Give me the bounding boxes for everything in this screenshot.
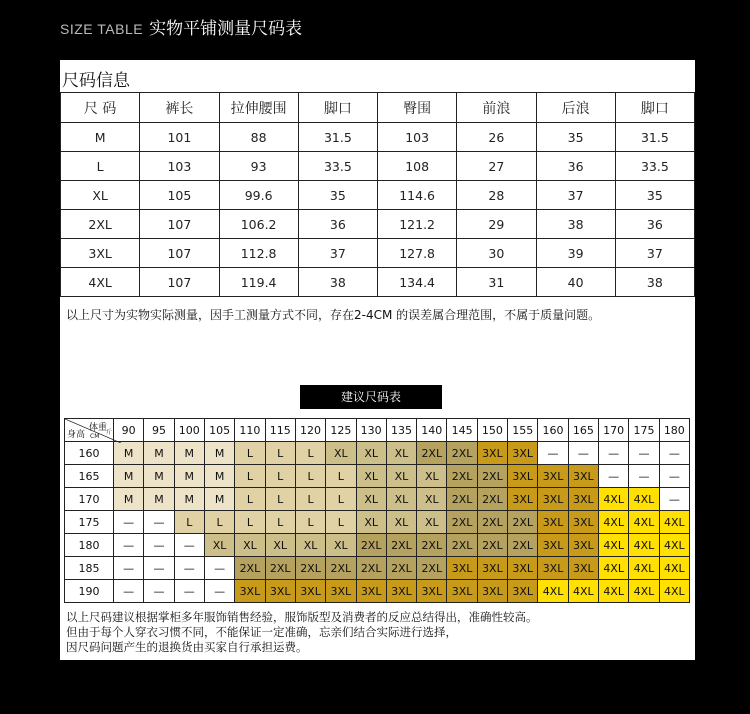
recommend-size-cell: 4XL [629,557,659,580]
recommend-size-cell: L [326,511,356,534]
recommend-size-cell: 2XL [477,488,507,511]
recommend-size-cell: 3XL [508,442,538,465]
size-table-cell: 40 [536,268,615,297]
recommend-size-cell: 3XL [386,580,416,603]
recommend-size-cell: XL [356,442,386,465]
recommend-size-cell: M [204,442,234,465]
corner-weight-label: 体重 [88,423,107,433]
size-table-row [61,239,695,268]
weight-header-cell: 95 [144,419,174,442]
corner-height-label: 身高 [67,430,86,440]
recommend-size-cell: 2XL [417,557,447,580]
size-table-cell: 31.5 [298,123,377,152]
recommend-note-line: 因尺码问题产生的退换货由买家自行承担运费。 [66,640,308,654]
weight-header-cell: 170 [599,419,629,442]
weight-header-cell: 90 [114,419,144,442]
recommend-size-cell: L [265,442,295,465]
recommend-size-cell: 3XL [477,580,507,603]
recommend-size-cell: — [204,580,234,603]
recommend-row [65,534,690,557]
page-header [60,14,302,44]
size-table-cell: 35 [536,123,615,152]
recommend-size-cell: — [659,465,689,488]
recommend-size-cell: 2XL [477,534,507,557]
size-table-cell: 119.4 [219,268,298,297]
recommend-size-cell: — [144,557,174,580]
recommend-size-cell: 4XL [538,580,568,603]
recommend-size-cell: 3XL [295,580,325,603]
size-table-cell: 35 [298,181,377,210]
recommend-size-cell: 4XL [629,511,659,534]
recommend-size-cell: M [144,488,174,511]
recommend-size-cell: L [265,511,295,534]
recommend-size-cell: — [659,442,689,465]
height-cell: 160 [65,442,114,465]
recommend-size-cell: M [174,465,204,488]
recommend-size-cell: — [144,580,174,603]
size-table-header-cell: 脚口 [298,93,377,123]
recommend-size-cell: 4XL [629,580,659,603]
recommend-size-cell: 4XL [659,557,689,580]
size-table-row [61,210,695,239]
size-table-cell: 108 [378,152,457,181]
corner-weight-unit: 斤 [105,429,112,436]
size-table-header-row [61,93,695,123]
recommend-size-cell: XL [356,465,386,488]
recommend-size-cell: L [235,442,265,465]
recommend-size-cell: L [326,488,356,511]
recommend-size-cell: M [204,465,234,488]
recommend-size-cell: 3XL [538,511,568,534]
recommend-size-cell: 2XL [508,534,538,557]
recommend-size-cell: 2XL [265,557,295,580]
weight-header-cell: 140 [417,419,447,442]
size-table-cell: XL [61,181,140,210]
size-table-cell: 37 [298,239,377,268]
recommend-size-cell: M [114,488,144,511]
recommend-size-cell: — [629,465,659,488]
recommend-size-cell: L [295,488,325,511]
recommend-title: 建议尺码表 [300,385,442,409]
recommend-size-cell: 3XL [447,580,477,603]
size-sheet [60,60,695,660]
recommend-size-cell: 3XL [477,442,507,465]
recommend-size-cell: 4XL [659,511,689,534]
recommend-size-cell: M [204,488,234,511]
recommend-size-cell: L [235,511,265,534]
recommend-size-cell: 4XL [599,511,629,534]
recommend-size-cell: 3XL [356,580,386,603]
recommend-size-cell: XL [386,465,416,488]
size-table-row [61,152,695,181]
recommend-size-cell: 3XL [538,488,568,511]
weight-header-cell: 175 [629,419,659,442]
recommend-size-cell: M [144,465,174,488]
size-table-cell: 36 [536,152,615,181]
recommend-row [65,557,690,580]
height-cell: 185 [65,557,114,580]
recommend-corner-cell [65,419,114,442]
recommend-notes [66,610,538,655]
recommend-size-cell: 2XL [356,557,386,580]
size-table-header-cell: 后浪 [536,93,615,123]
weight-header-cell: 150 [477,419,507,442]
size-table-row [61,181,695,210]
weight-header-cell: 135 [386,419,416,442]
size-info-table [60,92,695,297]
recommend-size-cell: 3XL [447,557,477,580]
recommend-size-cell: 3XL [568,534,598,557]
size-table-cell: 35 [615,181,694,210]
recommend-size-cell: 2XL [447,511,477,534]
recommend-size-cell: 2XL [295,557,325,580]
recommend-size-cell: 4XL [629,534,659,557]
size-table-cell: 103 [378,123,457,152]
recommend-size-cell: 2XL [508,511,538,534]
size-table-header-cell: 尺 码 [61,93,140,123]
recommend-size-cell: 3XL [326,580,356,603]
recommend-size-cell: 4XL [599,557,629,580]
size-table-cell: 93 [219,152,298,181]
weight-header-cell: 160 [538,419,568,442]
recommend-row [65,580,690,603]
weight-header-cell: 145 [447,419,477,442]
recommend-size-cell: 3XL [508,580,538,603]
size-table-cell: 31 [457,268,536,297]
height-cell: 170 [65,488,114,511]
size-table-cell: 112.8 [219,239,298,268]
recommend-size-cell: 3XL [568,557,598,580]
recommend-size-cell: 2XL [477,511,507,534]
recommend-size-cell: 4XL [629,488,659,511]
recommend-size-cell: 4XL [659,534,689,557]
recommend-size-cell: 3XL [538,465,568,488]
size-table-header-cell: 脚口 [615,93,694,123]
size-table-cell: 38 [298,268,377,297]
recommend-size-cell: — [114,580,144,603]
weight-header-cell: 105 [204,419,234,442]
recommend-size-cell: L [326,465,356,488]
recommend-size-cell: XL [204,534,234,557]
size-table-cell: 29 [457,210,536,239]
recommend-size-cell: 2XL [447,534,477,557]
size-measure-note: 以上尺寸为实物实际测量，因手工测量方式不同，存在2-4CM 的误差属合理范围，不属于质量问题。 [66,308,601,322]
recommend-size-cell: 3XL [508,488,538,511]
recommend-size-cell: XL [326,534,356,557]
recommend-size-cell: 3XL [417,580,447,603]
recommend-size-cell: M [114,442,144,465]
size-table-cell: 107 [140,239,219,268]
recommend-size-cell: 2XL [477,465,507,488]
recommend-size-cell: 3XL [477,557,507,580]
recommend-size-cell: L [295,465,325,488]
recommend-size-cell: 2XL [447,442,477,465]
size-table-header-cell: 裤长 [140,93,219,123]
recommend-size-cell: 2XL [386,557,416,580]
recommend-size-cell: M [174,488,204,511]
size-table-cell: 39 [536,239,615,268]
recommend-size-cell: — [204,557,234,580]
size-table-cell: 36 [298,210,377,239]
recommend-size-cell: L [265,465,295,488]
recommend-size-cell: — [114,557,144,580]
weight-header-cell: 120 [295,419,325,442]
recommend-size-cell: — [144,534,174,557]
height-cell: 180 [65,534,114,557]
header-chinese-title: 实物平铺测量尺码表 [149,19,303,39]
size-table-cell: 36 [615,210,694,239]
size-table-cell: M [61,123,140,152]
recommend-size-cell: 3XL [508,557,538,580]
recommend-size-cell: 2XL [235,557,265,580]
size-table-cell: 30 [457,239,536,268]
recommend-row [65,465,690,488]
size-table-cell: 99.6 [219,181,298,210]
weight-header-cell: 125 [326,419,356,442]
recommend-size-cell: 3XL [568,488,598,511]
size-table-row [61,268,695,297]
recommend-size-cell: — [629,442,659,465]
recommend-size-cell: L [204,511,234,534]
weight-header-cell: 165 [568,419,598,442]
size-table-cell: 101 [140,123,219,152]
recommend-size-cell: 4XL [599,580,629,603]
size-table-cell: 134.4 [378,268,457,297]
recommend-size-cell: — [538,442,568,465]
size-table-header-cell: 拉伸腰围 [219,93,298,123]
weight-header-cell: 180 [659,419,689,442]
recommend-size-cell: 4XL [599,488,629,511]
recommend-size-cell: 2XL [386,534,416,557]
recommend-size-cell: 3XL [235,580,265,603]
header-english-title: SIZE TABLE [60,21,144,37]
recommend-size-cell: — [174,534,204,557]
size-table-cell: 26 [457,123,536,152]
recommend-note-line: 但由于每个人穿衣习惯不同，不能保证一定准确，忘亲们结合实际进行选择， [66,625,457,639]
weight-header-cell: 100 [174,419,204,442]
size-table-cell: 3XL [61,239,140,268]
size-table-cell: 31.5 [615,123,694,152]
recommend-size-cell: 3XL [538,557,568,580]
size-table-cell: 27 [457,152,536,181]
recommend-size-cell: L [265,488,295,511]
recommend-size-cell: XL [295,534,325,557]
size-table-cell: 38 [536,210,615,239]
size-table-cell: 88 [219,123,298,152]
recommend-size-cell: L [235,488,265,511]
recommend-size-cell: XL [265,534,295,557]
size-table-cell: 37 [615,239,694,268]
size-table-row [61,123,695,152]
recommend-size-cell: — [144,511,174,534]
recommend-size-cell: XL [235,534,265,557]
weight-header-cell: 110 [235,419,265,442]
recommend-size-cell: 2XL [326,557,356,580]
recommend-size-cell: L [295,442,325,465]
recommend-size-cell: — [114,511,144,534]
size-table-cell: 4XL [61,268,140,297]
recommend-size-cell: XL [356,511,386,534]
recommend-size-cell: XL [386,442,416,465]
size-table-cell: 2XL [61,210,140,239]
recommend-size-cell: XL [417,465,447,488]
size-info-title: 尺码信息 [62,71,130,91]
recommend-size-cell: M [174,442,204,465]
recommend-size-cell: XL [417,511,447,534]
recommend-header-row [65,419,690,442]
recommend-size-cell: XL [386,511,416,534]
recommend-size-cell: 2XL [447,465,477,488]
size-table-cell: L [61,152,140,181]
recommend-size-cell: L [174,511,204,534]
recommend-size-cell: — [174,580,204,603]
recommend-size-cell: 3XL [508,465,538,488]
recommend-size-cell: 3XL [538,534,568,557]
recommend-row [65,442,690,465]
weight-header-cell: 155 [508,419,538,442]
size-table-cell: 121.2 [378,210,457,239]
recommend-size-cell: 2XL [447,488,477,511]
recommend-note-line: 以上尺码建议根据掌柜多年服饰销售经验，服饰版型及消费者的反应总结得出，准确性较高。 [66,610,538,624]
size-table-header-cell: 前浪 [457,93,536,123]
recommend-size-cell: 4XL [599,534,629,557]
recommend-size-cell: L [295,511,325,534]
size-table-cell: 105 [140,181,219,210]
recommend-size-cell: 3XL [568,511,598,534]
recommend-size-table [64,418,690,603]
recommend-size-cell: — [114,534,144,557]
size-table-cell: 33.5 [615,152,694,181]
recommend-size-cell: XL [326,442,356,465]
recommend-size-cell: 2XL [417,442,447,465]
size-table-cell: 28 [457,181,536,210]
recommend-size-cell: XL [386,488,416,511]
recommend-size-cell: — [568,442,598,465]
height-cell: 190 [65,580,114,603]
recommend-size-cell: 2XL [417,534,447,557]
size-table-header-cell: 臀围 [378,93,457,123]
recommend-row [65,488,690,511]
recommend-size-cell: — [659,488,689,511]
recommend-size-cell: — [599,465,629,488]
size-table-cell: 106.2 [219,210,298,239]
recommend-size-cell: L [235,465,265,488]
size-table-cell: 127.8 [378,239,457,268]
recommend-size-cell: XL [417,488,447,511]
recommend-size-cell: — [174,557,204,580]
height-cell: 175 [65,511,114,534]
recommend-size-cell: 3XL [265,580,295,603]
height-cell: 165 [65,465,114,488]
size-table-cell: 33.5 [298,152,377,181]
size-table-cell: 38 [615,268,694,297]
recommend-size-cell: 4XL [568,580,598,603]
recommend-size-cell: M [114,465,144,488]
size-table-cell: 107 [140,210,219,239]
corner-height-unit: CM [90,433,100,440]
size-table-cell: 37 [536,181,615,210]
weight-header-cell: 115 [265,419,295,442]
recommend-size-cell: M [144,442,174,465]
recommend-size-cell: 2XL [356,534,386,557]
weight-header-cell: 130 [356,419,386,442]
size-table-cell: 103 [140,152,219,181]
recommend-size-cell: — [599,442,629,465]
size-table-cell: 107 [140,268,219,297]
recommend-size-cell: 3XL [568,465,598,488]
size-table-cell: 114.6 [378,181,457,210]
recommend-row [65,511,690,534]
recommend-size-cell: XL [356,488,386,511]
recommend-size-cell: 4XL [659,580,689,603]
